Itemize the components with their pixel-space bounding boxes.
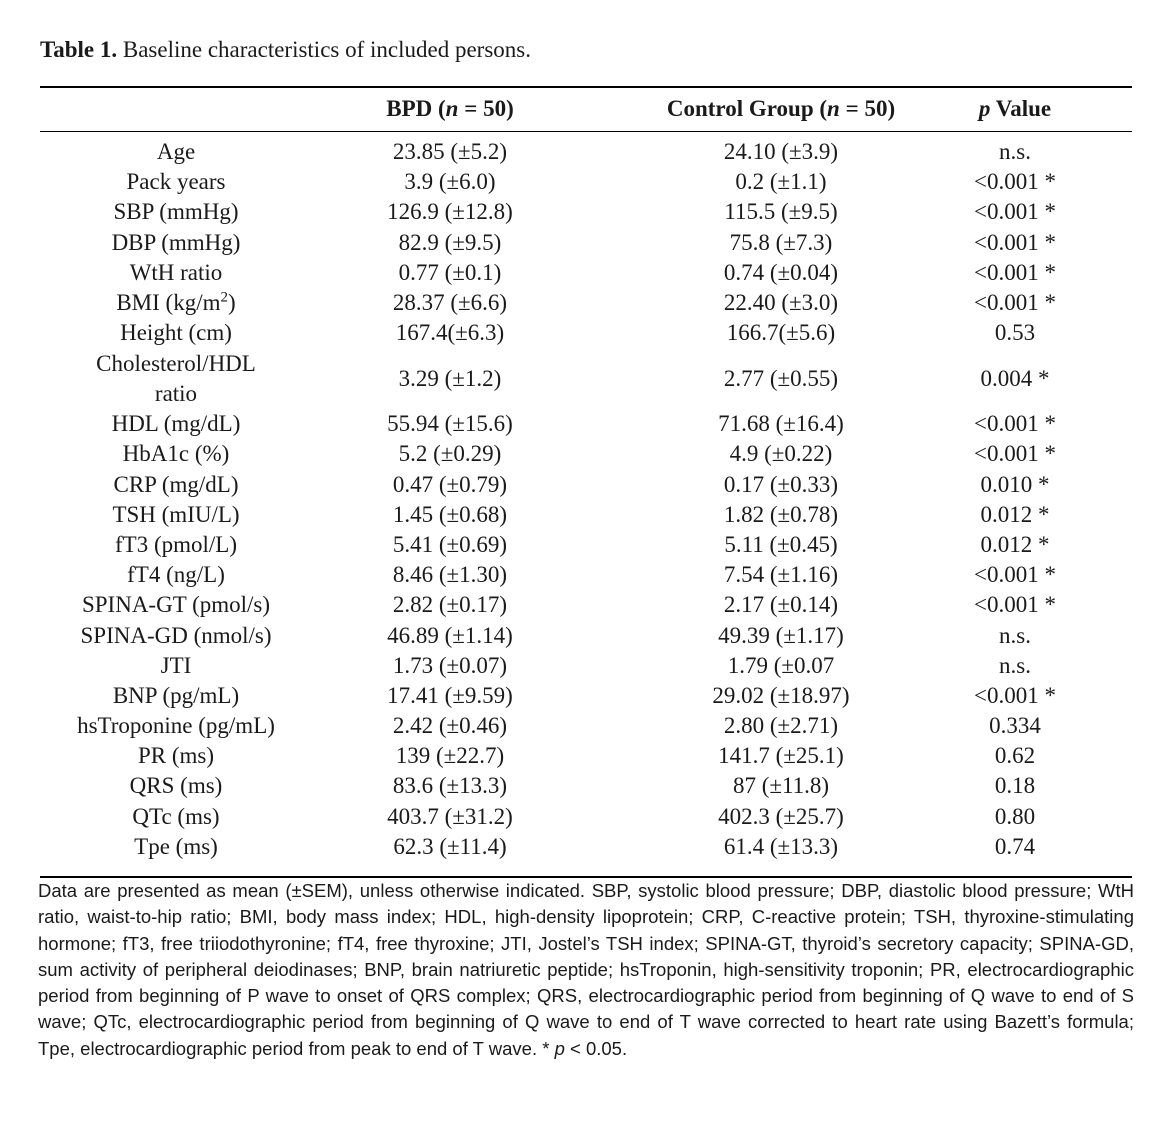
footnote-text: Data are presented as mean (±SEM), unless otherwise indicated. SBP, systolic blood pressure; DBP, diastolic blood pressure; WtH ratio, waist-to-hip ratio; BMI, body mass index; HDL, high-density lipoprotein; CRP, C-reactive protein; TSH, thyroxine-stimulating hormone; fT3, free triiodothyronine; fT4, free thyroxine; JTI, Jostel’s TSH index; SPINA-GT, thyroid’s secretory capacity; SPINA-GD, sum activity of peripheral deiodinases; BNP, brain natriuretic peptide; hsTroponin, high-sensitivity troponin; PR, electrocardiographic period from beginning of P wave to onset of QRS complex; QRS, electrocardiographic period from beginning of Q wave to end of S wave; QTc, electrocardiographic period from beginning of Q wave to end of T wave corrected to heart rate using Bazett’s formula; Tpe, electrocardiographic period from peak to end of T wave. * bbox=[38, 880, 1134, 1059]
bpd-value: 2.42 (±0.46) bbox=[392, 713, 508, 739]
p-value: 0.80 bbox=[994, 803, 1036, 829]
p-value: <0.001 * bbox=[974, 169, 1056, 195]
table-row bbox=[40, 409, 1132, 439]
row-label: Height (cm) bbox=[120, 320, 232, 346]
table-row bbox=[40, 167, 1132, 197]
table-row bbox=[40, 681, 1132, 711]
table-row bbox=[40, 620, 1132, 650]
table-header-row bbox=[40, 92, 1132, 126]
p-value: <0.001 * bbox=[974, 441, 1056, 467]
table-footnote bbox=[38, 878, 1134, 1062]
row-label: HDL (mg/dL) bbox=[111, 411, 241, 437]
control-value: 115.5 (±9.5) bbox=[724, 199, 838, 225]
p-value: 0.010 * bbox=[980, 471, 1050, 497]
bpd-value: 82.9 (±9.5) bbox=[398, 229, 502, 255]
bpd-value: 0.77 (±0.1) bbox=[398, 259, 502, 285]
control-value: 5.11 (±0.45) bbox=[724, 531, 838, 557]
row-label: QRS (ms) bbox=[129, 773, 223, 799]
bpd-value: 5.41 (±0.69) bbox=[392, 531, 508, 557]
p-value: <0.001 * bbox=[974, 592, 1056, 618]
row-label: BMI $(kg/m^2)$ bbox=[116, 289, 236, 316]
control-value: 166.7(±5.6) bbox=[726, 320, 836, 346]
table-row bbox=[40, 197, 1132, 227]
footnote-p-symbol: p bbox=[554, 1037, 565, 1059]
header-p-value: p Value bbox=[978, 96, 1052, 121]
bpd-value: 1.45 (±0.68) bbox=[392, 501, 508, 527]
row-label: SPINA-GD (nmol/s) bbox=[80, 622, 272, 648]
control-value: 61.4 (±13.3) bbox=[723, 833, 839, 859]
row-label: PR (ms) bbox=[137, 743, 215, 769]
p-value: 0.334 bbox=[989, 713, 1041, 739]
row-label: JTI bbox=[160, 652, 192, 678]
bpd-value: 403.7 (±31.2) bbox=[387, 803, 513, 829]
bpd-value: 126.9 (±12.8) bbox=[387, 199, 513, 225]
header-control-group: Control Group (n = 50) bbox=[666, 96, 896, 121]
control-value: 49.39 (±1.17) bbox=[718, 622, 844, 648]
bpd-value: 1.73 (±0.07) bbox=[392, 652, 508, 678]
row-label: SPINA-GT (pmol/s) bbox=[81, 592, 271, 618]
p-value: <0.001 * bbox=[974, 229, 1056, 255]
p-value: 0.74 bbox=[994, 833, 1036, 859]
row-label: DBP (mmHg) bbox=[111, 229, 241, 255]
control-value: 7.54 (±1.16) bbox=[723, 562, 839, 588]
table-row bbox=[40, 318, 1132, 348]
row-label: Age bbox=[156, 139, 196, 165]
bpd-value: 46.89 (±1.14) bbox=[387, 622, 513, 648]
bpd-value: 3.9 (±6.0) bbox=[404, 169, 496, 195]
control-value: 24.10 (±3.9) bbox=[723, 139, 839, 165]
table-row bbox=[40, 832, 1132, 862]
table-label: Table 1. bbox=[40, 37, 118, 62]
table-caption bbox=[40, 35, 531, 65]
table-row bbox=[40, 530, 1132, 560]
bpd-value: 62.3 (±11.4) bbox=[393, 833, 507, 859]
table-row bbox=[40, 741, 1132, 771]
p-value: <0.001 * bbox=[974, 199, 1056, 225]
row-label: hsTroponine (pg/mL) bbox=[77, 713, 275, 739]
table-row bbox=[40, 228, 1132, 258]
p-value: 0.004 * bbox=[980, 365, 1050, 391]
table-title: Baseline characteristics of included persons. bbox=[117, 37, 531, 62]
table-row bbox=[40, 137, 1132, 167]
bpd-value: 2.82 (±0.17) bbox=[392, 592, 508, 618]
table-row bbox=[40, 258, 1132, 288]
p-value: 0.012 * bbox=[980, 531, 1050, 557]
row-label: CRP (mg/dL) bbox=[113, 471, 239, 497]
row-label: Cholesterol/HDL ratio bbox=[96, 350, 256, 406]
control-value: 2.17 (±0.14) bbox=[723, 592, 839, 618]
control-value: 402.3 (±25.7) bbox=[718, 803, 844, 829]
table-top-rule bbox=[40, 86, 1132, 88]
control-value: 29.02 (±18.97) bbox=[712, 682, 850, 708]
control-value: 75.8 (±7.3) bbox=[729, 229, 833, 255]
bpd-value: 8.46 (±1.30) bbox=[392, 562, 508, 588]
p-value: <0.001 * bbox=[974, 682, 1056, 708]
row-label: BNP (pg/mL) bbox=[112, 682, 240, 708]
p-value: n.s. bbox=[999, 139, 1031, 165]
row-label: Pack years bbox=[126, 169, 226, 195]
bpd-value: 55.94 (±15.6) bbox=[387, 411, 513, 437]
table-row bbox=[40, 469, 1132, 499]
row-label: TSH (mIU/L) bbox=[112, 501, 240, 527]
bpd-value: 28.37 (±6.6) bbox=[392, 290, 508, 316]
control-value: 2.80 (±2.71) bbox=[723, 713, 839, 739]
row-label: Tpe (ms) bbox=[134, 833, 218, 859]
row-label: HbA1c (%) bbox=[122, 441, 230, 467]
table-row bbox=[40, 500, 1132, 530]
control-value: 0.17 (±0.33) bbox=[723, 471, 839, 497]
control-value: 22.40 (±3.0) bbox=[723, 290, 839, 316]
control-value: 1.82 (±0.78) bbox=[723, 501, 839, 527]
bpd-value: 5.2 (±0.29) bbox=[398, 441, 502, 467]
table-row bbox=[40, 590, 1132, 620]
table-row bbox=[40, 560, 1132, 590]
table-row bbox=[40, 771, 1132, 801]
p-value: <0.001 * bbox=[974, 411, 1056, 437]
p-value: 0.62 bbox=[994, 743, 1036, 769]
row-label: fT4 (ng/L) bbox=[127, 562, 225, 588]
table-row bbox=[40, 711, 1132, 741]
p-value: n.s. bbox=[999, 622, 1031, 648]
table-row bbox=[40, 802, 1132, 832]
control-value: 0.74 (±0.04) bbox=[723, 259, 839, 285]
control-value: 71.68 (±16.4) bbox=[718, 411, 844, 437]
row-label: fT3 (pmol/L) bbox=[115, 531, 237, 557]
table-row bbox=[40, 439, 1132, 469]
bpd-value: 0.47 (±0.79) bbox=[392, 471, 508, 497]
control-value: 2.77 (±0.55) bbox=[723, 365, 839, 391]
control-value: 141.7 (±25.1) bbox=[718, 743, 844, 769]
p-value: n.s. bbox=[999, 652, 1031, 678]
bpd-value: 3.29 (±1.2) bbox=[398, 365, 502, 391]
header-bpd: BPD (n = 50) bbox=[386, 96, 514, 121]
table-row bbox=[40, 348, 1132, 409]
bpd-value: 167.4(±6.3) bbox=[395, 320, 505, 346]
bpd-value: 139 (±22.7) bbox=[395, 743, 505, 769]
table-row bbox=[40, 651, 1132, 681]
row-label: QTc (ms) bbox=[132, 803, 220, 829]
bpd-value: 17.41 (±9.59) bbox=[387, 682, 513, 708]
bpd-value: 83.6 (±13.3) bbox=[392, 773, 508, 799]
row-label: SBP (mmHg) bbox=[113, 199, 239, 225]
p-value: 0.012 * bbox=[980, 501, 1050, 527]
p-value: <0.001 * bbox=[974, 562, 1056, 588]
row-label: WtH ratio bbox=[129, 259, 223, 285]
control-value: 87 (±11.8) bbox=[732, 773, 830, 799]
footnote-tail: < 0.05. bbox=[564, 1037, 628, 1059]
table-row bbox=[40, 288, 1132, 318]
p-value: <0.001 * bbox=[974, 290, 1056, 316]
p-value: 0.18 bbox=[994, 773, 1036, 799]
p-value: <0.001 * bbox=[974, 259, 1056, 285]
control-value: 1.79 (±0.07 bbox=[727, 652, 835, 678]
control-value: 0.2 (±1.1) bbox=[735, 169, 827, 195]
table-body bbox=[40, 137, 1132, 862]
table-header-rule bbox=[40, 131, 1132, 132]
control-value: 4.9 (±0.22) bbox=[729, 441, 833, 467]
bpd-value: 23.85 (±5.2) bbox=[392, 139, 508, 165]
p-value: 0.53 bbox=[994, 320, 1036, 346]
